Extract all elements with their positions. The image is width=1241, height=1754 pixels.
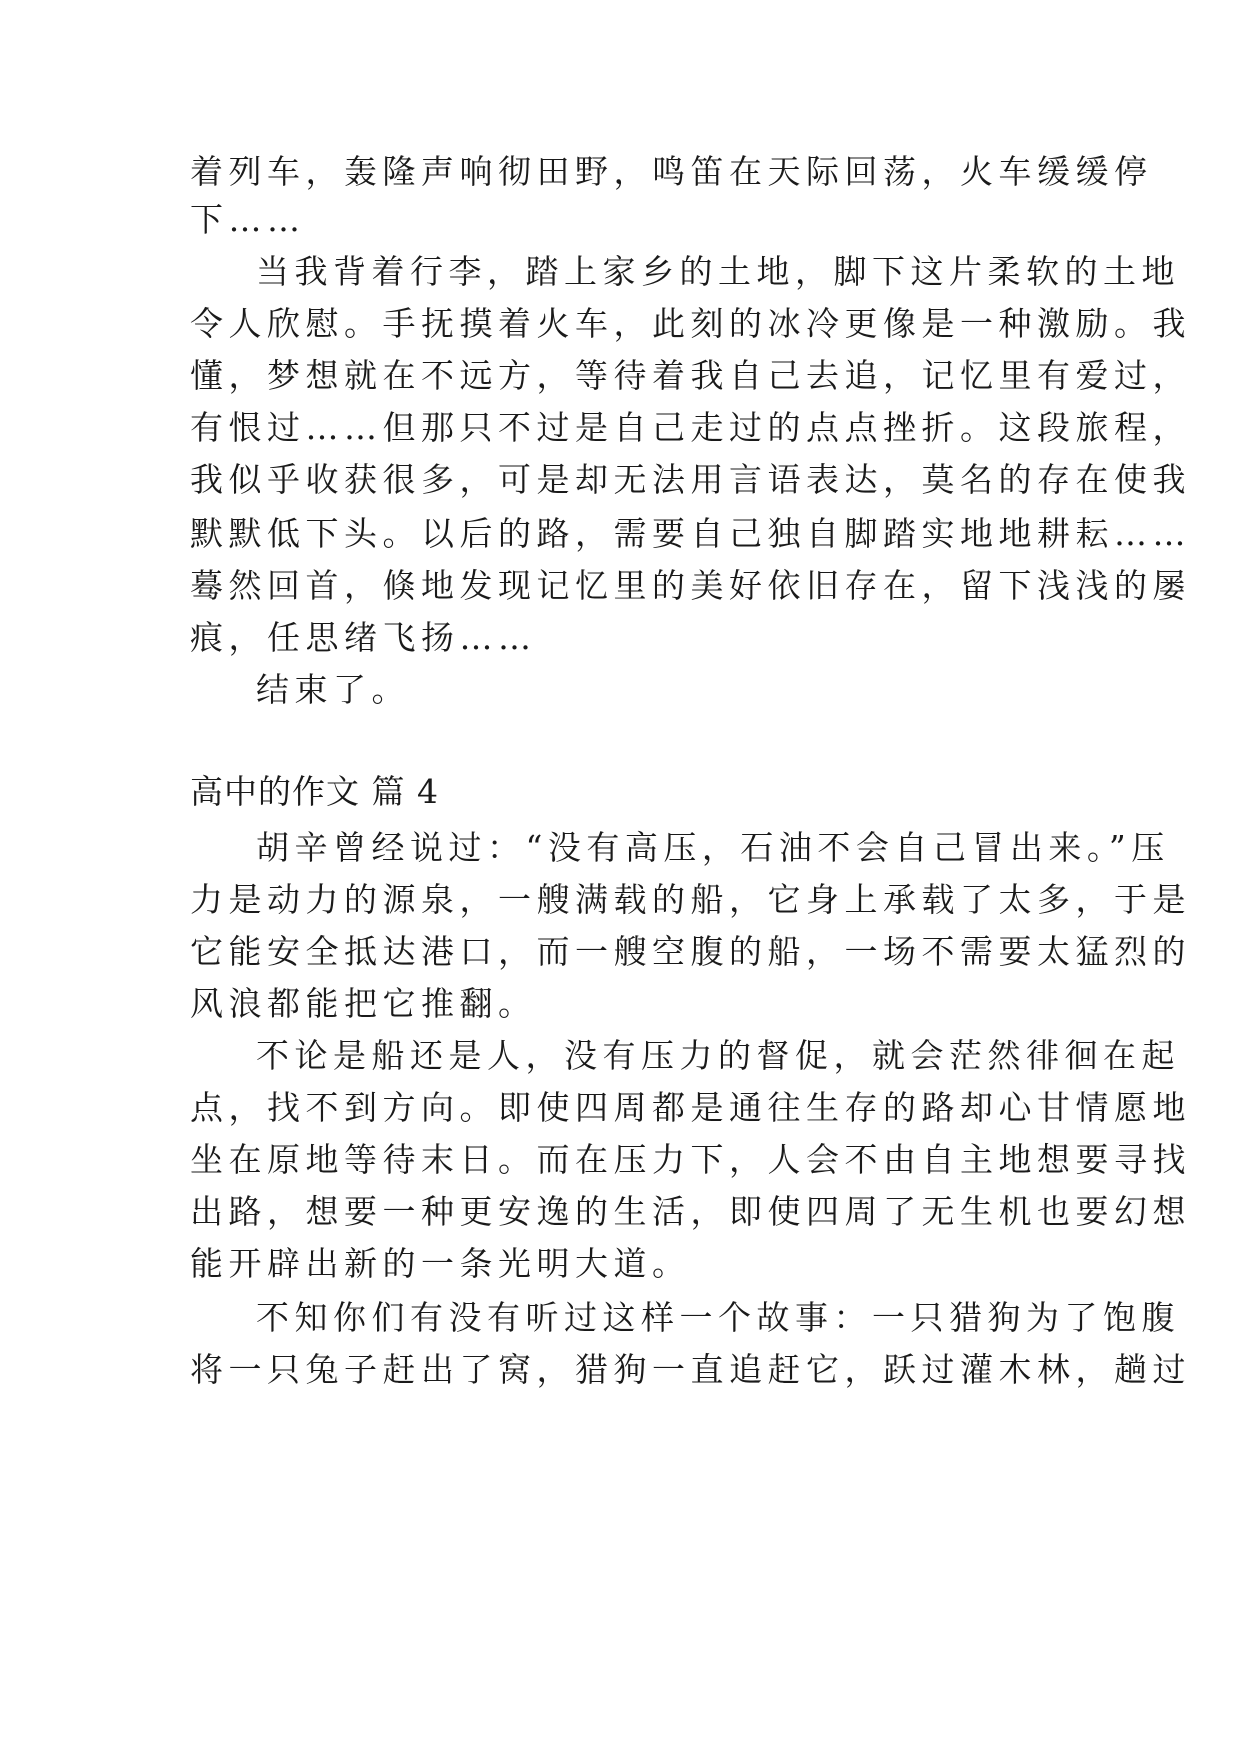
text-line: 懂，梦想就在不远方，等待着我自己去追，记忆里有爱过， <box>190 356 1191 395</box>
paragraph-start-line: 胡辛曾经说过：“没有高压，石油不会自己冒出来。”压 <box>256 828 1170 867</box>
text-line: 着列车，轰隆声响彻田野，鸣笛在天际回荡，火车缓缓停 <box>190 152 1153 191</box>
text-line: 有恨过……但那只不过是自己走过的点点挫折。这段旅程， <box>190 408 1191 447</box>
paragraph-start-line: 不知你们有没有听过这样一个故事：一只猎狗为了饱腹 <box>256 1298 1180 1337</box>
text-line: 风浪都能把它推翻。 <box>190 984 537 1023</box>
text-line: 令人欣慰。手抚摸着火车，此刻的冰冷更像是一种激励。我 <box>190 304 1191 343</box>
text-line: 痕，任思绪飞扬…… <box>190 618 537 657</box>
text-line: 出路，想要一种更安逸的生活，即使四周了无生机也要幻想 <box>190 1192 1191 1231</box>
text-line: 默默低下头。以后的路，需要自己独自脚踏实地地耕耘…… <box>190 514 1191 553</box>
paragraph-start-line: 结束了。 <box>256 670 410 709</box>
section-heading: 高中的作文 篇 4 <box>190 772 439 811</box>
text-line: 它能安全抵达港口，而一艘空腹的船，一场不需要太猛烈的 <box>190 932 1191 971</box>
text-line: 点，找不到方向。即使四周都是通往生存的路却心甘情愿地 <box>190 1088 1191 1127</box>
text-line: 将一只兔子赶出了窝，猎狗一直追赶它，跃过灌木林，趟过 <box>190 1350 1191 1389</box>
text-line: 坐在原地等待末日。而在压力下，人会不由自主地想要寻找 <box>190 1140 1191 1179</box>
text-line: 能开辟出新的一条光明大道。 <box>190 1244 691 1283</box>
paragraph-start-line: 当我背着行李，踏上家乡的土地，脚下这片柔软的土地 <box>256 252 1180 291</box>
text-line: 下…… <box>190 200 306 239</box>
text-line: 我似乎收获很多，可是却无法用言语表达，莫名的存在使我 <box>190 460 1191 499</box>
paragraph-start-line: 不论是船还是人，没有压力的督促，就会茫然徘徊在起 <box>256 1036 1180 1075</box>
text-line: 蓦然回首，倏地发现记忆里的美好依旧存在，留下浅浅的屡 <box>190 566 1191 605</box>
text-line: 力是动力的源泉，一艘满载的船，它身上承载了太多，于是 <box>190 880 1191 919</box>
